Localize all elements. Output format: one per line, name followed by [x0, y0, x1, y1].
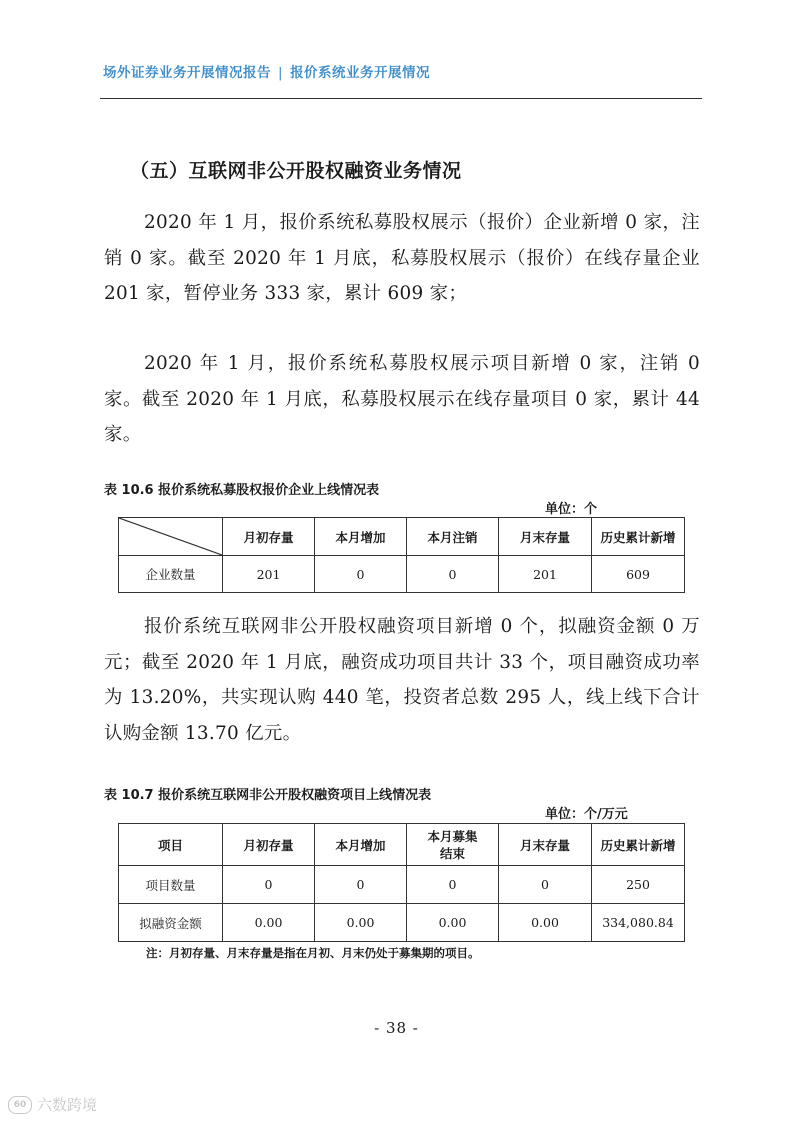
table-1-cell: 609 — [592, 556, 685, 593]
table-2-cell: 0.00 — [407, 904, 499, 942]
table-1-cell: 0 — [315, 556, 407, 593]
table-1-cell: 0 — [407, 556, 499, 593]
header-divider — [100, 98, 702, 99]
table-row — [119, 556, 685, 593]
table-2-row-label: 项目数量 — [119, 866, 223, 904]
table-1 — [118, 517, 685, 593]
table-2-header-row — [119, 824, 685, 866]
table-row — [119, 904, 685, 942]
table-2-header-cell: 月初存量 — [223, 824, 315, 866]
table-1-unit: 单位：个 — [545, 502, 598, 517]
table-2-cell: 0 — [315, 866, 407, 904]
table-2-cell: 250 — [592, 866, 685, 904]
page-number: - 38 - — [374, 1019, 419, 1037]
table-2-cell: 0.00 — [499, 904, 592, 942]
table-note: 注：月初存量、月末存量是指在月初、月末仍处于募集期的项目。 — [146, 946, 480, 960]
header-section-title: 报价系统业务开展情况 — [290, 65, 431, 81]
table-1-header-cell: 历史累计新增 — [592, 518, 685, 556]
table-1-cell: 201 — [223, 556, 315, 593]
paragraph-3: 报价系统互联网非公开股权融资项目新增 0 个，拟融资金额 0 万元；截至 2020 年 1 月底，融资成功项目共计 33 个，项目融资成功率为 13.20%，共实现认购 440 笔，投资者总数 295 人，线上线下合计认购金额 13.70 亿元。 — [104, 616, 700, 744]
table-2-cell: 0.00 — [223, 904, 315, 942]
table-1-header-cell: 月末存量 — [499, 518, 592, 556]
table-2-cell: 334,080.84 — [592, 904, 685, 942]
table-1-header-row — [119, 518, 685, 556]
watermark — [8, 1094, 97, 1115]
table-1-header-cell: 本月注销 — [407, 518, 499, 556]
table-2-cell: 0 — [499, 866, 592, 904]
table-2-header-cell: 本月增加 — [315, 824, 407, 866]
paragraph-2: 2020 年 1 月，报价系统私募股权展示项目新增 0 家，注销 0 家。截至 2020 年 1 月底，私募股权展示在线存量项目 0 家，累计 44 家。 — [104, 353, 700, 445]
table-2-corner-header: 项目 — [119, 824, 223, 866]
header-report-title: 场外证券业务开展情况报告 — [103, 65, 271, 81]
table-2 — [118, 823, 685, 942]
table-2-row-label: 拟融资金额 — [119, 904, 223, 942]
section-title: （五）互联网非公开股权融资业务情况 — [130, 160, 462, 182]
table-2-caption: 表 10.7 报价系统互联网非公开股权融资项目上线情况表 — [104, 788, 432, 803]
page-header — [103, 61, 430, 81]
table-2-cell: 0 — [223, 866, 315, 904]
table-2-cell: 0.00 — [315, 904, 407, 942]
table-1-corner-cell — [119, 518, 223, 556]
table-2-header-cell: 月末存量 — [499, 824, 592, 866]
table-1-row-label: 企业数量 — [119, 556, 223, 593]
table-1-caption: 表 10.6 报价系统私募股权报价企业上线情况表 — [104, 483, 380, 498]
header-separator: | — [278, 65, 284, 81]
paragraph-1: 2020 年 1 月，报价系统私募股权展示（报价）企业新增 0 家，注销 0 家。截至 2020 年 1 月底，私募股权展示（报价）在线存量企业 201 家，暂停业务 333 家，累计 609 家； — [104, 212, 700, 304]
watermark-text: 六数跨境 — [37, 1096, 98, 1114]
table-1-header-cell: 本月增加 — [315, 518, 407, 556]
table-2-header-cell: 本月募集结束 — [407, 824, 499, 866]
table-2-unit: 单位：个/万元 — [545, 807, 628, 822]
watermark-logo-icon: 60 — [8, 1096, 32, 1114]
table-1-cell: 201 — [499, 556, 592, 593]
table-row — [119, 866, 685, 904]
table-2-cell: 0 — [407, 866, 499, 904]
table-1-header-cell: 月初存量 — [223, 518, 315, 556]
table-2-header-cell: 历史累计新增 — [592, 824, 685, 866]
